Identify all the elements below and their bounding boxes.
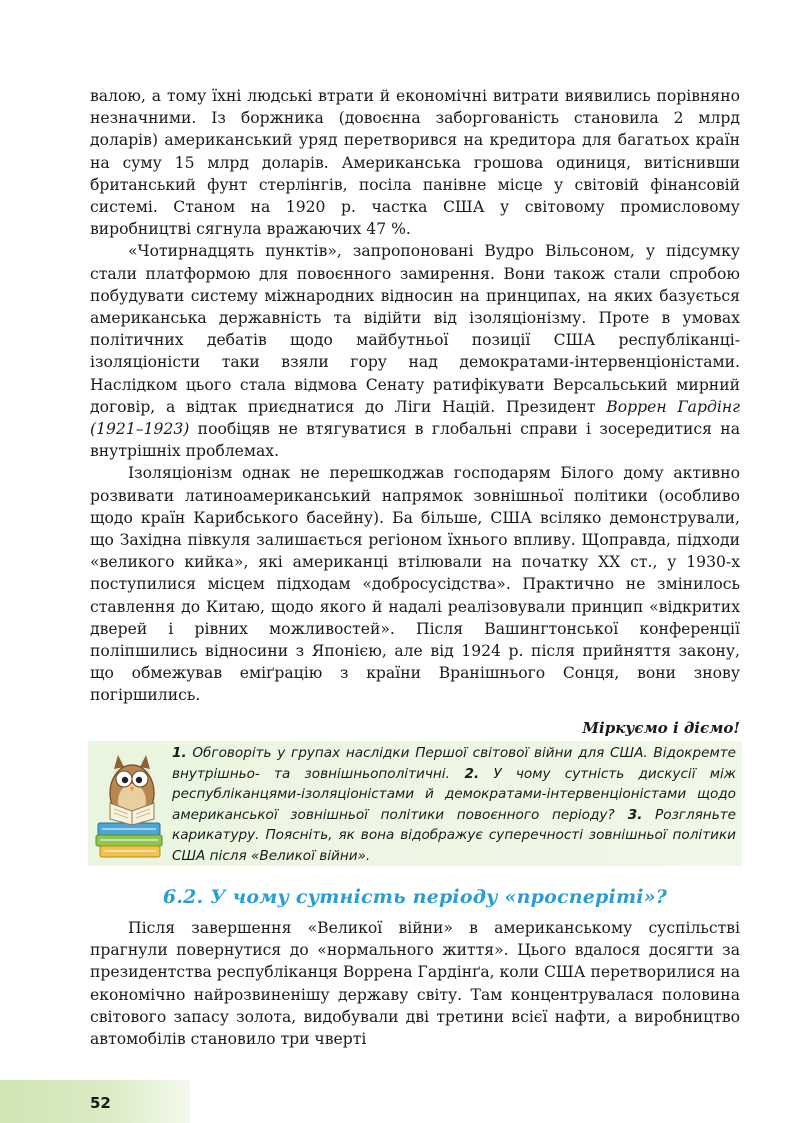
task-text (172, 743, 736, 866)
section-paragraph: Після завершення «Великої війни» в американському суспільстві прагнули повернутися до «нормального життя». Цього вдалося досягти за президентства республіканця Воррена Гардінґа, коли США перетворилися на економічно найрозвиненішу державу світу. Там концентрувалася половина світового запасу золота, видобували дві третини всієї нафти, а виробництво автомобілів становило три чверті (90, 919, 740, 1049)
task-box (88, 741, 742, 866)
section-heading: 6.2. У чому сутність періоду «просперіті»? (162, 886, 668, 908)
paragraph-2-end: пообіцяв не втягуватися в глобальні справи і зосередитися на внутрішніх проблемах. (90, 420, 740, 461)
task-2-text: У чому сутність дискусії між республіканцями-ізоляціоністами й демократами-інтервенціоністами щодо американської зовнішньої політики повоєнного періоду? (172, 765, 736, 823)
paragraph-2 (90, 240, 740, 462)
harding-name: Воррен Гардінг (1921–1923) (90, 397, 740, 439)
think-act-title: Міркуємо і діємо! (582, 719, 740, 737)
owl-reading-books-icon (92, 745, 168, 861)
paragraph-2-start: «Чотирнадцять пунктів», запропоновані Вудро Вільсоном, у підсумку стали платформою для повоєнного замирення. Вони також стали спробою побудувати систему міжнародних відносин на принципах, на яких базується американська державність та відійти від ізоляціонізму. Проте в умовах політичних дебатів щодо майбутньої позиції США республіканці-ізоляціоністи таки взяли гору над демократами-інтервенціоністами. Наслідком цього стала відмова Сенату ратифікувати Версальський мирний договір, а відтак приєднатися до Ліги Націй. Президент (90, 242, 740, 416)
task-3-number: 3. (614, 806, 643, 823)
paragraph-3: Ізоляціонізм однак не перешкоджав господарям Білого дому активно розвивати латиноамериканський напрямок зовнішньої політики (особливо щодо країн Карибського басейну). Ба більше, США всіляко демонстрували, що Західна півкуля залишається регіоном їхнього впливу. Щоправда, підходи «великого кийка», які американці втілювали на початку ХХ ст., у 1930-х поступилися місцем підходам «добросусідства». Практично не змінилось ставлення до Китаю, щодо якого й надалі реалізовували принцип «відкритих дверей і рівних можливостей». Після Вашингтонської конференції поліпшились відносини з Японією, але від 1924 р. після прийняття закону, що обмежував еміґрацію з країни Вранішнього Сонця, вони знову погіршились. (90, 464, 740, 705)
task-1-number: 1. (172, 745, 187, 761)
main-text (90, 85, 740, 707)
page-number: 52 (90, 1094, 111, 1112)
task-2-number: 2. (449, 765, 480, 782)
section-body (90, 917, 740, 1050)
task-1-text: Обговоріть у групах наслідки Першої світової війни для США. Відокремте внутрішньо- та зовнішньополітичні. (172, 745, 736, 782)
paragraph-1: валою, а тому їхні людські втрати й економічні витрати виявились порівняно незначними. Із боржника (довоєнна заборгованість становила 2 млрд доларів) американський уряд перетворився на кредитора для багатьох країн на суму 15 млрд доларів. Американська грошова одиниця, витіснивши британський фунт стерлінгів, посіла панівне місце у світовій фінансовій системі. Станом на 1920 р. частка США у світовому промисловому виробництві сягнула вражаючих 47 %. (90, 87, 740, 239)
task-3-text: Розгляньте карикатуру. Поясніть, як вона відображує суперечності зовнішньої політики США після «Великої війни». (172, 806, 736, 864)
